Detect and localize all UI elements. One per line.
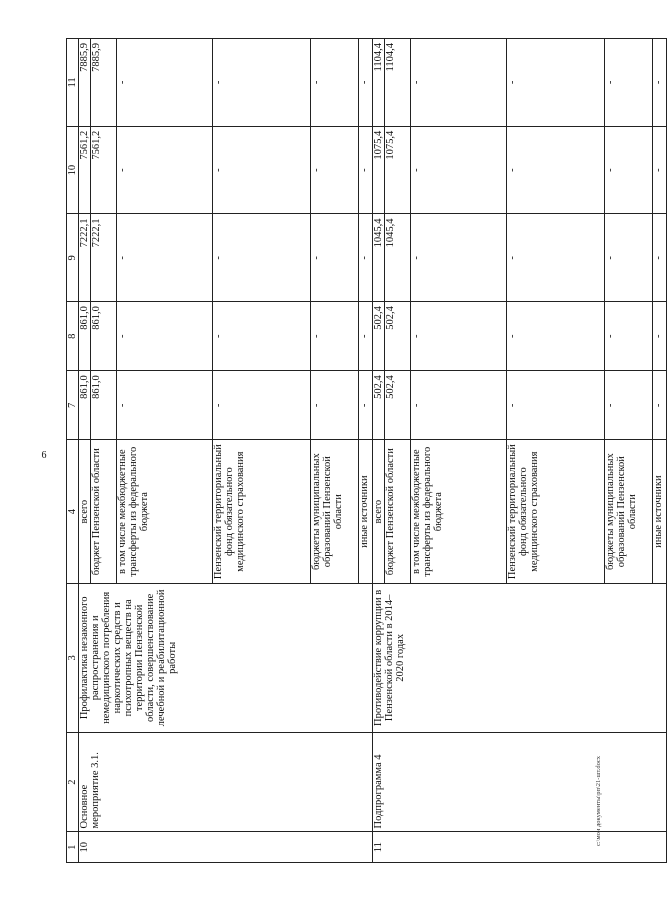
amount-cell: - xyxy=(605,126,653,214)
activity-name-cell: Основное мероприятие 3.1. xyxy=(79,732,373,832)
amount-cell: - xyxy=(311,371,359,440)
budget-table xyxy=(66,38,667,863)
amount-cell: - xyxy=(605,302,653,371)
header-cell: 2 xyxy=(67,732,79,832)
header-row xyxy=(67,39,79,863)
amount-cell: 861,0 xyxy=(91,371,117,440)
funding-source-cell: бюджет Пензенской области xyxy=(91,440,117,584)
amount-cell: - xyxy=(311,126,359,214)
amount-cell: - xyxy=(605,371,653,440)
amount-cell: 7885,9 xyxy=(79,39,91,127)
amount-cell: - xyxy=(117,371,213,440)
amount-cell: - xyxy=(653,371,667,440)
table-body xyxy=(67,39,667,863)
table-row xyxy=(373,39,385,863)
funding-source-cell: бюджеты муниципальных образований Пензенской области xyxy=(605,440,653,584)
amount-cell: - xyxy=(605,214,653,302)
header-cell: 10 xyxy=(67,126,79,214)
page-number: 6 xyxy=(41,450,47,461)
amount-cell: 7561,2 xyxy=(79,126,91,214)
amount-cell: - xyxy=(311,302,359,371)
header-cell: 1 xyxy=(67,832,79,863)
amount-cell: 502,4 xyxy=(385,302,411,371)
funding-source-cell: иные источники xyxy=(653,440,667,584)
amount-cell: 7561,2 xyxy=(91,126,117,214)
amount-cell: - xyxy=(653,39,667,127)
amount-cell: 1104,4 xyxy=(385,39,411,127)
row-number-cell: 11 xyxy=(373,832,667,863)
amount-cell: - xyxy=(411,214,507,302)
header-cell: 3 xyxy=(67,583,79,732)
amount-cell: - xyxy=(359,214,373,302)
amount-cell: - xyxy=(117,302,213,371)
row-number-cell: 10 xyxy=(79,832,373,863)
funding-source-cell: всего xyxy=(373,440,385,584)
amount-cell: - xyxy=(653,214,667,302)
amount-cell: 7222,1 xyxy=(79,214,91,302)
amount-cell: 861,0 xyxy=(79,371,91,440)
amount-cell: - xyxy=(117,39,213,127)
amount-cell: - xyxy=(311,214,359,302)
activity-description-cell: Противодействие коррупции в Пензенской области в 2014–2020 годах xyxy=(373,583,667,732)
amount-cell: 1075,4 xyxy=(373,126,385,214)
amount-cell: 861,0 xyxy=(91,302,117,371)
amount-cell: - xyxy=(117,126,213,214)
funding-source-cell: бюджет Пензенской области xyxy=(385,440,411,584)
amount-cell: 7885,9 xyxy=(91,39,117,127)
funding-source-cell: Пензенский территориальный фонд обязательного медицинского страхования xyxy=(507,440,605,584)
amount-cell: - xyxy=(653,302,667,371)
amount-cell: - xyxy=(411,371,507,440)
amount-cell: 1075,4 xyxy=(385,126,411,214)
amount-cell: - xyxy=(213,371,311,440)
amount-cell: - xyxy=(213,126,311,214)
amount-cell: - xyxy=(605,39,653,127)
amount-cell: - xyxy=(359,371,373,440)
amount-cell: 502,4 xyxy=(385,371,411,440)
amount-cell: 502,4 xyxy=(373,371,385,440)
amount-cell: 1045,4 xyxy=(373,214,385,302)
amount-cell: - xyxy=(213,302,311,371)
funding-source-cell: в том числе межбюджетные трансферты из федерального бюджета xyxy=(117,440,213,584)
amount-cell: - xyxy=(213,39,311,127)
amount-cell: 861,0 xyxy=(79,302,91,371)
amount-cell: - xyxy=(411,39,507,127)
amount-cell: - xyxy=(507,39,605,127)
header-cell: 11 xyxy=(67,39,79,127)
amount-cell: 7222,1 xyxy=(91,214,117,302)
amount-cell: - xyxy=(117,214,213,302)
activity-name-cell: Подпрограмма 4 xyxy=(373,732,667,832)
amount-cell: 1104,4 xyxy=(373,39,385,127)
funding-source-cell: бюджеты муниципальных образований Пензенской области xyxy=(311,440,359,584)
file-path-text: c:\мои документы\рп\21-шт.docx xyxy=(595,755,602,846)
funding-source-cell: иные источники xyxy=(359,440,373,584)
funding-source-cell: Пензенский территориальный фонд обязательного медицинского страхования xyxy=(213,440,311,584)
activity-description-cell: Профилактика незаконного распространения и немедицинского потребления наркотических средств и психотропных веществ на территории Пензенской области, совершенствование лечебной и реабилитационной работы xyxy=(79,583,373,732)
amount-cell: - xyxy=(507,126,605,214)
header-cell: 9 xyxy=(67,214,79,302)
header-cell: 8 xyxy=(67,302,79,371)
amount-cell: - xyxy=(359,126,373,214)
funding-source-cell: всего xyxy=(79,440,91,584)
funding-source-cell: в том числе межбюджетные трансферты из федерального бюджета xyxy=(411,440,507,584)
amount-cell: - xyxy=(213,214,311,302)
amount-cell: - xyxy=(507,371,605,440)
table-row xyxy=(79,39,91,863)
amount-cell: - xyxy=(411,126,507,214)
amount-cell: - xyxy=(359,302,373,371)
amount-cell: - xyxy=(411,302,507,371)
header-cell: 4 xyxy=(67,440,79,584)
amount-cell: 1045,4 xyxy=(385,214,411,302)
amount-cell: - xyxy=(653,126,667,214)
amount-cell: - xyxy=(507,302,605,371)
amount-cell: - xyxy=(359,39,373,127)
amount-cell: - xyxy=(507,214,605,302)
amount-cell: - xyxy=(311,39,359,127)
amount-cell: 502,4 xyxy=(373,302,385,371)
header-cell: 7 xyxy=(67,371,79,440)
